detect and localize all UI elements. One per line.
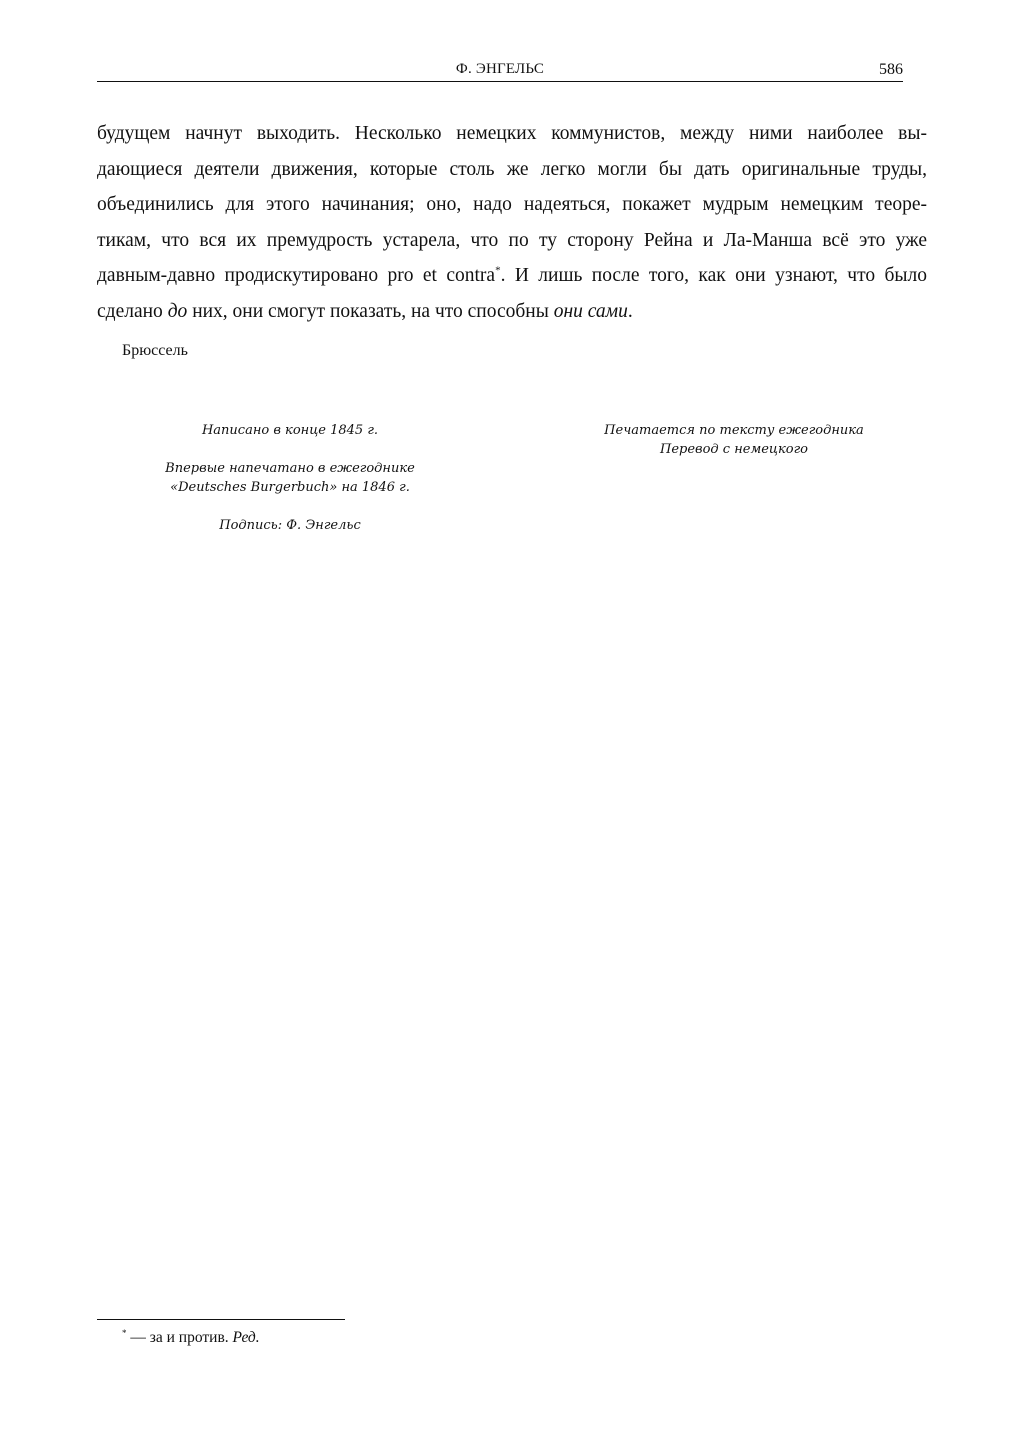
text-line [97,294,927,330]
translation-note: Перевод с немецкого [659,442,808,457]
footnote [122,1329,260,1347]
place-name: Брюссель [122,342,188,359]
text-line: будущем начнут выходить. Несколько немецких коммунистов, между ними наиболее вы- [97,123,927,144]
footnote-text: — за и против. [126,1329,233,1346]
text-line: объединились для этого начинания; оно, надо надеяться, покажет мудрым немецким теоре- [97,194,927,215]
text-line [97,258,927,294]
text-segment: них, они смогут показать, на что способны [187,300,554,322]
emphasis-text: они сами [553,300,628,322]
header-author: Ф. ЭНГЕЛЬС [455,61,545,77]
first-printed-line-2: «Deutsches Burgerbuch» на 1846 г. [170,480,410,495]
text-segment: . [627,300,633,322]
main-paragraph [97,116,927,329]
source-note: Печатается по тексту ежегодника [604,423,864,438]
text-segment: . И лишь после того, как они узнают, что было [500,265,928,286]
text-line: дающиеся деятели движения, которые столь же легко могли бы дать оригинальные труды, [97,158,927,180]
written-date: Написано в конце 1845 г. [201,423,379,438]
page-number: 586 [879,61,903,78]
footnote-divider [97,1319,345,1320]
running-header [97,61,903,82]
text-segment: давным-давно продискутировано pro et contra [97,265,496,286]
spacer [150,440,430,459]
source-notes [584,421,884,459]
signature-note: Подпись: Ф. Энгельс [219,518,361,533]
publication-notes [150,421,430,535]
first-printed-line-1: Впервые напечатано в ежегоднике [165,461,415,476]
text-segment: сделано [97,300,168,322]
spacer [150,497,430,516]
text-line: тикам, что вся их премудрость устарела, что по ту сторону Рейна и Ла-Манша всё это уже [97,229,927,251]
editor-mark: Ред. [232,1329,260,1346]
footnote-marker: * [122,1327,127,1338]
footnote-marker: * [495,264,501,277]
emphasis-text: до [167,300,188,322]
